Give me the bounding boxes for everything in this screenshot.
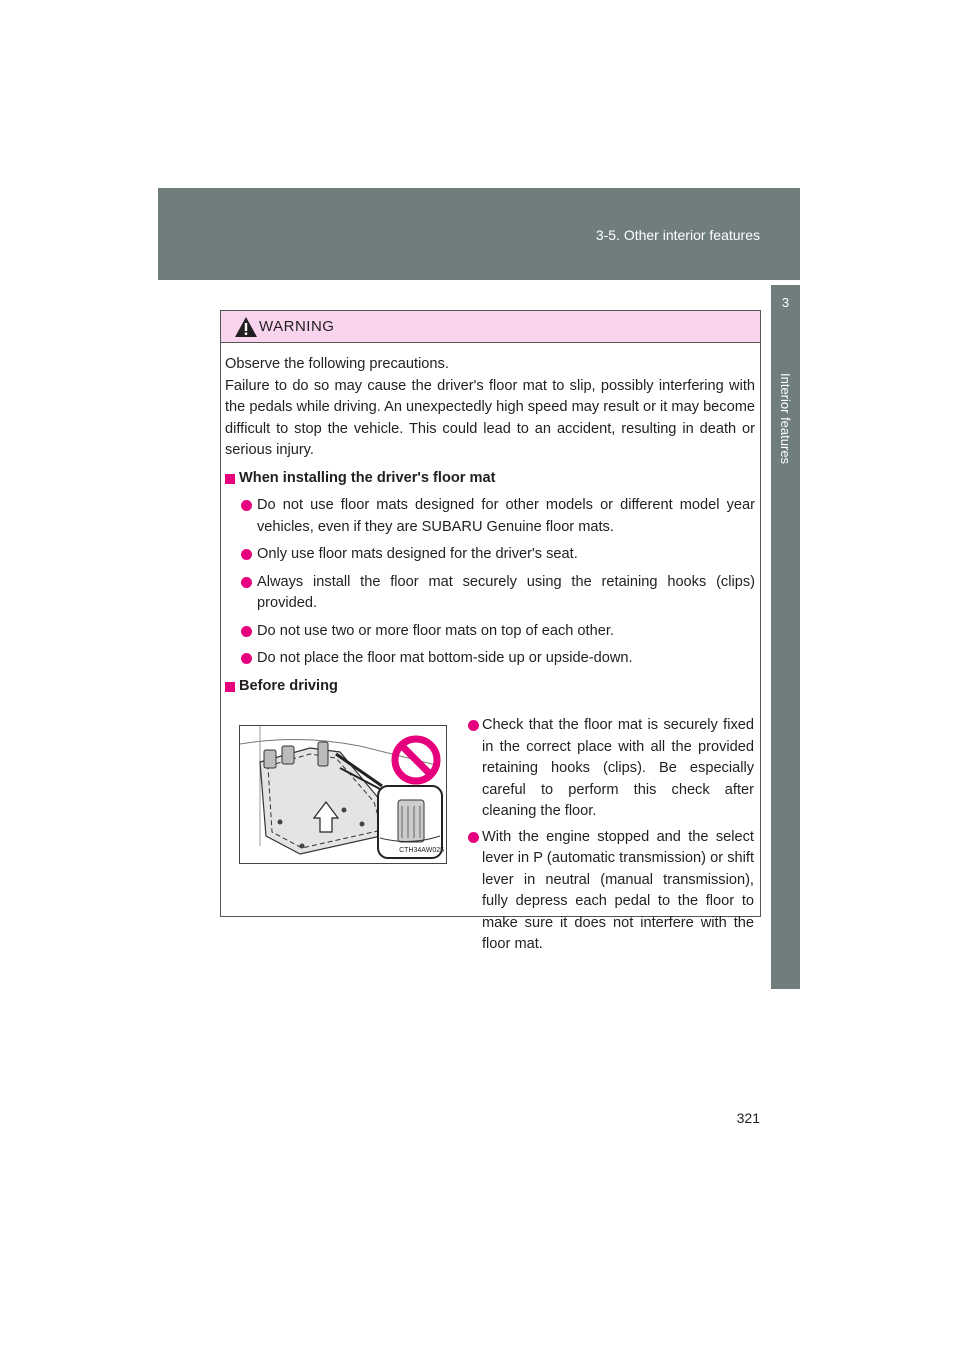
warning-triangle-icon [234, 316, 258, 338]
chapter-label: Interior features [778, 373, 793, 465]
before-driving-content [225, 699, 755, 959]
before-driving-bullets [468, 711, 754, 956]
square-bullet-icon [225, 682, 235, 692]
list-item: Always install the floor mat securely using the retaining hooks (clips) provided. [225, 572, 755, 615]
circle-bullet-icon [241, 549, 252, 560]
intro-line: Failure to do so may cause the driver's floor mat to slip, possibly interfering with the pedals while driving. An unexpectedly high speed may result or it may become difficult to stop the vehicle. This could lead to an accident, resulting in death or serious injury. [225, 377, 755, 458]
warning-intro [225, 354, 755, 462]
figure-code: CTH34AW025 [399, 846, 444, 854]
list-item: Do not place the floor mat bottom-side up or upside-down. [225, 648, 755, 670]
header-band [158, 188, 800, 280]
warning-header [221, 311, 760, 343]
circle-bullet-icon [241, 653, 252, 664]
circle-bullet-icon [468, 832, 479, 843]
warning-box [220, 310, 761, 952]
circle-bullet-icon [241, 500, 252, 511]
list-item: Check that the floor mat is securely fixed in the correct place with all the provided retaining hooks (clips). Be especially careful to perform this check after cleaning the floor. [468, 715, 754, 823]
section-title: 3-5. Other interior features [595, 227, 760, 243]
intro-line: Observe the following precautions. [225, 356, 449, 372]
floor-mat-illustration [239, 725, 447, 864]
page-number: 321 [736, 1110, 760, 1126]
section-heading-installing: When installing the driver's floor mat [225, 468, 755, 490]
list-item: With the engine stopped and the select lever in P (automatic transmission) or shift lever in neutral (manual transmission), fully depress each pedal to the floor to make sure it does not interfere with the floor mat. [468, 827, 754, 956]
chapter-number: 3 [781, 295, 790, 310]
warning-body [221, 343, 760, 959]
circle-bullet-icon [468, 720, 479, 731]
chapter-tab [771, 285, 800, 989]
circle-bullet-icon [241, 577, 252, 588]
list-item: Do not use two or more floor mats on top of each other. [225, 621, 755, 643]
list-item: Do not use floor mats designed for other models or different model year vehicles, even if they are SUBARU Genuine floor mats. [225, 495, 755, 538]
warning-title: WARNING [259, 318, 335, 335]
section-heading-before-driving: Before driving [225, 676, 755, 698]
circle-bullet-icon [241, 626, 252, 637]
square-bullet-icon [225, 474, 235, 484]
list-item: Only use floor mats designed for the driver's seat. [225, 544, 755, 566]
